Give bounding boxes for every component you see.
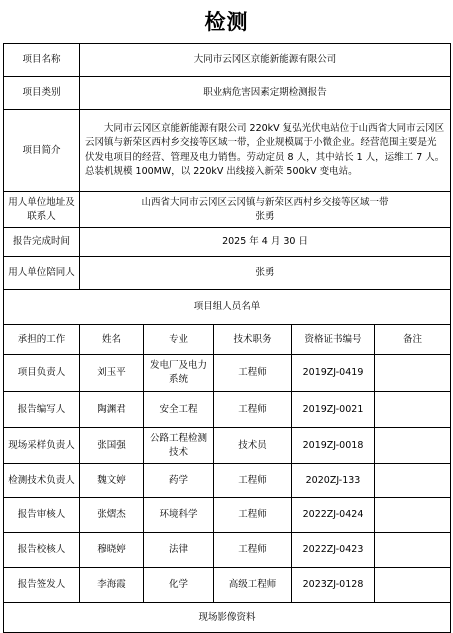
cert-cell: 2019ZJ-0018 [292, 428, 375, 464]
header-cert: 资格证书编号 [292, 325, 375, 355]
report-table [3, 43, 451, 633]
table-row [4, 498, 451, 533]
title-cell: 高级工程师 [214, 568, 292, 603]
role-cell: 现场采样负责人 [4, 428, 80, 464]
table-row [4, 568, 451, 603]
note-cell [375, 428, 451, 464]
role-cell: 报告签发人 [4, 568, 80, 603]
role-cell: 项目负责人 [4, 355, 80, 392]
table-row [4, 428, 451, 464]
cert-cell: 2019ZJ-0419 [292, 355, 375, 392]
name-cell: 魏文婷 [80, 464, 144, 498]
document-title: 检测 [204, 10, 249, 34]
name-cell: 李海霞 [80, 568, 144, 603]
project-name-row [4, 44, 451, 77]
major-cell: 公路工程检测技术 [144, 428, 214, 464]
employer-contact: 张勇 [255, 210, 275, 222]
role-cell: 报告校核人 [4, 533, 80, 568]
table-row [4, 464, 451, 498]
report-date-row [4, 228, 451, 257]
title-cell: 工程师 [214, 355, 292, 392]
media-section-row [4, 603, 451, 633]
note-cell [375, 464, 451, 498]
note-cell [375, 533, 451, 568]
note-cell [375, 498, 451, 533]
cert-cell: 2022ZJ-0423 [292, 533, 375, 568]
major-cell: 法律 [144, 533, 214, 568]
name-cell: 穆晓婷 [80, 533, 144, 568]
escort-value: 张勇 [80, 257, 451, 290]
project-type-value: 职业病危害因素定期检测报告 [80, 77, 451, 110]
project-intro-cell [80, 110, 451, 192]
escort-label: 用人单位陪同人 [4, 257, 80, 290]
project-type-label: 项目类别 [4, 77, 80, 110]
project-name-value: 大同市云冈区京能新能源有限公司 [80, 44, 451, 77]
cert-cell: 2019ZJ-0021 [292, 392, 375, 428]
header-major: 专业 [144, 325, 214, 355]
employer-address: 山西省大同市云冈区云冈镇与新荣区西村乡交接等区域一带 [141, 196, 389, 208]
title-cell: 工程师 [214, 533, 292, 568]
name-cell: 刘玉平 [80, 355, 144, 392]
project-intro-label: 项目简介 [4, 110, 80, 192]
title-cell: 工程师 [214, 464, 292, 498]
major-cell: 药学 [144, 464, 214, 498]
team-section-row [4, 290, 451, 325]
team-header-row [4, 325, 451, 355]
role-cell: 报告审核人 [4, 498, 80, 533]
name-cell: 陶渊君 [80, 392, 144, 428]
team-section-title: 项目组人员名单 [4, 290, 451, 325]
cert-cell: 2023ZJ-0128 [292, 568, 375, 603]
project-intro-text: 大同市云冈区京能新能源有限公司 220kV 复弘光伏电站位于山西省大同市云冈区云冈镇与新荣区西村乡交接等区域一带，企业规模属于小微企业。经营范围主要是光伏发电项目的经营、管理及电力销售。劳动定员 8 人，其中站长 1 人，运维工 7 人。总装机规模 100MW，以 220kV 出线接入新荣 500kV 变电站。 [85, 122, 445, 177]
media-section-title: 现场影像资料 [4, 603, 451, 633]
header-title: 技术职务 [214, 325, 292, 355]
header-name: 姓名 [80, 325, 144, 355]
title-cell: 工程师 [214, 498, 292, 533]
table-row [4, 355, 451, 392]
major-cell: 环境科学 [144, 498, 214, 533]
title-cell: 工程师 [214, 392, 292, 428]
note-cell [375, 355, 451, 392]
name-cell: 张熠杰 [80, 498, 144, 533]
project-intro-row [4, 110, 451, 192]
employer-label: 用人单位地址及联系人 [4, 192, 80, 228]
cert-cell: 2022ZJ-0424 [292, 498, 375, 533]
report-date-label: 报告完成时间 [4, 228, 80, 257]
project-type-row [4, 77, 451, 110]
role-cell: 检测技术负责人 [4, 464, 80, 498]
table-row [4, 392, 451, 428]
major-cell: 发电厂及电力系统 [144, 355, 214, 392]
employer-cell [80, 192, 451, 228]
table-row [4, 533, 451, 568]
note-cell [375, 568, 451, 603]
report-date-value: 2025 年 4 月 30 日 [80, 228, 451, 257]
note-cell [375, 392, 451, 428]
header-role: 承担的工作 [4, 325, 80, 355]
cert-cell: 2020ZJ-133 [292, 464, 375, 498]
title-cell: 技术员 [214, 428, 292, 464]
major-cell: 安全工程 [144, 392, 214, 428]
escort-row [4, 257, 451, 290]
name-cell: 张国强 [80, 428, 144, 464]
major-cell: 化学 [144, 568, 214, 603]
project-name-label: 项目名称 [4, 44, 80, 77]
header-note: 备注 [375, 325, 451, 355]
employer-row [4, 192, 451, 228]
role-cell: 报告编写人 [4, 392, 80, 428]
